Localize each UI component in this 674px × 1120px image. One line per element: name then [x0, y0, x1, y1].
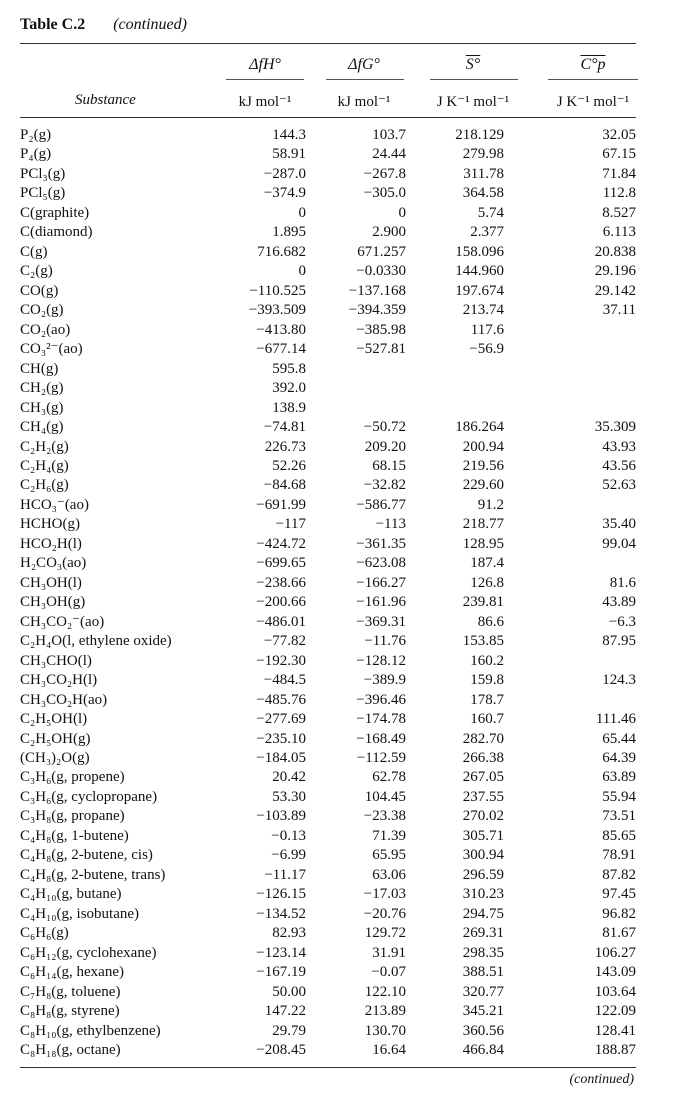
substance-cell: CH₄(g) — [20, 419, 64, 436]
substance-cell: C₂H₂(g) — [20, 438, 69, 455]
table-row — [0, 944, 674, 963]
cp-cell: 111.46 — [595, 711, 636, 728]
substance-cell: CH₃CO₂⁻(ao) — [20, 613, 105, 630]
entropy-cell: 219.56 — [462, 457, 504, 474]
table-row — [0, 476, 674, 495]
header-dfh-unit: kJ mol⁻¹ — [238, 94, 292, 110]
table-row — [0, 593, 674, 612]
dfg-cell: 62.78 — [372, 769, 406, 786]
table-row — [0, 262, 674, 281]
entropy-cell: 117.6 — [470, 321, 504, 338]
dfh-cell: −208.45 — [256, 1042, 306, 1059]
table-row — [0, 184, 674, 203]
dfh-cell: 53.30 — [272, 788, 306, 805]
cp-cell: 8.527 — [602, 204, 636, 221]
table-row — [0, 145, 674, 164]
table-row — [0, 574, 674, 593]
dfh-cell: −126.15 — [256, 886, 306, 903]
entropy-cell: 239.81 — [462, 594, 504, 611]
dfg-cell: 63.06 — [372, 866, 406, 883]
dfh-cell: −167.19 — [256, 964, 306, 981]
dfg-cell: 103.7 — [372, 127, 406, 143]
header-dfg-symbol: ΔfG° — [348, 56, 380, 73]
substance-cell: PCl₃(g) — [20, 165, 66, 182]
dfh-cell: −277.69 — [256, 711, 306, 728]
dfh-cell: 58.91 — [272, 146, 306, 163]
substance-cell: C₂H₅OH(l) — [20, 711, 88, 728]
entropy-cell: 345.21 — [462, 1003, 504, 1020]
entropy-cell: 296.59 — [462, 866, 504, 883]
dfg-cell: −385.98 — [356, 321, 406, 338]
cp-cell: 29.142 — [594, 282, 636, 299]
table-row — [0, 321, 674, 340]
substance-cell: P₄(g) — [20, 146, 52, 163]
substance-cell: HCO₂H(l) — [20, 535, 82, 552]
dfh-cell: 20.42 — [272, 769, 306, 786]
dfh-cell: −0.13 — [271, 827, 306, 844]
dfh-cell: −84.68 — [263, 477, 306, 494]
table-row — [0, 749, 674, 768]
dfh-cell: −117 — [275, 516, 306, 533]
dfg-cell: −137.168 — [348, 282, 406, 299]
entropy-cell: 178.7 — [470, 691, 504, 708]
dfg-cell: 2.900 — [372, 224, 406, 241]
table-caption — [20, 16, 187, 34]
dfg-cell: −361.35 — [356, 535, 406, 552]
entropy-cell: 294.75 — [462, 905, 504, 922]
dfg-cell: −11.76 — [364, 633, 406, 650]
substance-cell: C₄H₈(g, 2-butene, trans) — [20, 866, 166, 883]
dfh-cell: 0 — [298, 204, 306, 221]
dfg-cell: −394.359 — [348, 302, 406, 319]
dfg-cell: −113 — [375, 516, 406, 533]
entropy-cell: 128.95 — [462, 535, 504, 552]
dfh-cell: −424.72 — [256, 535, 306, 552]
cp-cell: 96.82 — [602, 905, 636, 922]
header-substance: Substance — [75, 92, 136, 108]
cp-cell: −6.3 — [608, 613, 636, 630]
substance-cell: C₈H₁₈(g, octane) — [20, 1042, 121, 1059]
table-row — [0, 301, 674, 320]
table-row — [0, 905, 674, 924]
dfg-cell: 16.64 — [372, 1042, 406, 1059]
substance-cell: C₂(g) — [20, 263, 53, 280]
dfh-cell: 595.8 — [272, 360, 306, 377]
table-row — [0, 243, 674, 262]
table-row — [0, 1022, 674, 1041]
substance-cell: C₄H₁₀(g, butane) — [20, 886, 122, 903]
cp-cell: 143.09 — [594, 964, 636, 981]
substance-cell: C₃H₆(g, propene) — [20, 769, 125, 786]
table-row — [0, 730, 674, 749]
dfh-cell: −374.9 — [263, 185, 306, 202]
dfh-cell: −393.509 — [248, 302, 306, 319]
substance-cell: CH₃OH(g) — [20, 594, 86, 611]
cp-cell: 65.44 — [602, 730, 636, 747]
entropy-cell: 218.129 — [455, 127, 504, 143]
cp-cell: 99.04 — [602, 535, 636, 552]
cp-cell: 87.82 — [602, 866, 636, 883]
dfh-cell: −77.82 — [263, 633, 306, 650]
cp-cell: 55.94 — [602, 788, 636, 805]
table-row — [0, 282, 674, 301]
substance-cell: C₂H₆(g) — [20, 477, 69, 494]
header-dfh-line — [226, 79, 304, 80]
cp-cell: 81.6 — [609, 574, 636, 591]
table-row — [0, 1002, 674, 1021]
table-row — [0, 691, 674, 710]
entropy-cell: 237.55 — [462, 788, 504, 805]
dfh-cell: −110.525 — [249, 282, 306, 299]
dfg-cell: 129.72 — [364, 925, 406, 942]
dfg-cell: −586.77 — [356, 496, 406, 513]
dfh-cell: 716.682 — [257, 243, 306, 260]
table-row — [0, 807, 674, 826]
table-row — [0, 418, 674, 437]
entropy-cell: 298.35 — [462, 944, 504, 961]
entropy-cell: 218.77 — [462, 516, 504, 533]
dfg-cell: −20.76 — [363, 905, 406, 922]
dfg-cell: −17.03 — [363, 886, 406, 903]
cp-cell: 64.39 — [602, 750, 636, 766]
entropy-cell: 305.71 — [462, 827, 504, 844]
dfg-cell: −305.0 — [363, 185, 406, 202]
substance-cell: C₇H₈(g, toluene) — [20, 983, 121, 1000]
dfg-cell: −32.82 — [363, 477, 406, 494]
substance-cell: CO(g) — [20, 282, 59, 299]
dfg-cell: 65.95 — [372, 847, 406, 864]
substance-cell: CO₃²⁻(ao) — [20, 341, 83, 358]
table-row — [0, 223, 674, 242]
dfg-cell: −527.81 — [356, 341, 406, 358]
cp-cell: 35.40 — [602, 516, 636, 533]
cp-cell: 97.45 — [602, 886, 636, 903]
dfh-cell: −677.14 — [256, 341, 306, 358]
top-rule — [20, 43, 636, 44]
table-row — [0, 866, 674, 885]
cp-cell: 78.91 — [602, 847, 636, 864]
entropy-cell: 91.2 — [477, 496, 504, 513]
cp-cell: 103.64 — [594, 983, 636, 1000]
entropy-cell: 213.74 — [462, 302, 504, 319]
substance-cell: C₄H₈(g, 2-butene, cis) — [20, 847, 153, 864]
cp-cell: 124.3 — [602, 672, 636, 689]
substance-cell: CH₂(g) — [20, 380, 64, 397]
dfh-cell: −134.52 — [256, 905, 306, 922]
dfh-cell: 147.22 — [264, 1003, 306, 1020]
table-row — [0, 1041, 674, 1060]
entropy-cell: 187.4 — [470, 555, 504, 572]
dfh-cell: 52.26 — [272, 457, 306, 474]
header-cp-line — [548, 79, 638, 80]
table-row — [0, 340, 674, 359]
entropy-cell: 200.94 — [462, 438, 504, 455]
header-dfg-line — [326, 79, 404, 80]
table-row — [0, 963, 674, 982]
entropy-cell: 267.05 — [462, 769, 504, 786]
cp-cell: 128.41 — [594, 1022, 636, 1039]
table-body — [0, 126, 674, 1061]
entropy-cell: 279.98 — [462, 146, 504, 163]
dfg-cell: −174.78 — [356, 711, 406, 728]
substance-cell: C₄H₁₀(g, isobutane) — [20, 905, 140, 922]
dfg-cell: −623.08 — [356, 555, 406, 572]
bottom-rule — [20, 1067, 636, 1068]
cp-cell: 122.09 — [594, 1003, 636, 1020]
substance-cell: CO₂(g) — [20, 302, 64, 319]
entropy-cell: 364.58 — [462, 185, 504, 202]
table-row — [0, 438, 674, 457]
substance-cell: C₆H₁₂(g, cyclohexane) — [20, 944, 157, 961]
dfh-cell: 0 — [298, 263, 306, 280]
dfg-cell: −369.31 — [356, 613, 406, 630]
entropy-cell: 320.77 — [462, 983, 504, 1000]
dfh-cell: 392.0 — [272, 380, 306, 397]
table-row — [0, 204, 674, 223]
dfh-cell: −103.89 — [256, 808, 306, 825]
dfh-cell: 29.79 — [272, 1022, 306, 1039]
dfg-cell: −166.27 — [356, 574, 406, 591]
substance-cell: CH(g) — [20, 360, 59, 377]
dfg-cell: −0.07 — [371, 964, 406, 981]
substance-cell: PCl₅(g) — [20, 185, 66, 202]
cp-cell: 106.27 — [594, 944, 636, 961]
table-row — [0, 671, 674, 690]
substance-cell: C₈H₁₀(g, ethylbenzene) — [20, 1022, 161, 1039]
table-row — [0, 768, 674, 787]
table-row — [0, 613, 674, 632]
dfh-cell: −238.66 — [256, 574, 306, 591]
cp-cell: 85.65 — [602, 827, 636, 844]
cp-cell: 63.89 — [602, 769, 636, 786]
entropy-cell: 5.74 — [477, 204, 504, 221]
dfg-cell: 104.45 — [364, 788, 406, 805]
table-row — [0, 126, 674, 145]
cp-cell: 112.8 — [602, 185, 636, 202]
entropy-cell: 310.23 — [462, 886, 504, 903]
dfh-cell: −699.65 — [256, 555, 306, 572]
cp-cell: 20.838 — [594, 243, 636, 260]
dfh-cell: −11.17 — [264, 866, 306, 883]
entropy-cell: 388.51 — [462, 964, 504, 981]
header-dfh-symbol: ΔfH° — [249, 56, 281, 73]
dfh-cell: −123.14 — [256, 944, 306, 961]
dfg-cell: 209.20 — [364, 438, 406, 455]
dfh-cell: −184.05 — [256, 750, 306, 766]
substance-cell: C₆H₁₄(g, hexane) — [20, 964, 124, 981]
dfg-cell: −389.9 — [363, 672, 406, 689]
dfg-cell: −112.59 — [356, 750, 406, 766]
cp-cell: 43.93 — [602, 438, 636, 455]
dfg-cell: 122.10 — [364, 983, 406, 1000]
substance-cell: C(graphite) — [20, 204, 90, 221]
entropy-cell: 186.264 — [455, 419, 504, 436]
table-row — [0, 788, 674, 807]
cp-cell: 43.89 — [602, 594, 636, 611]
table-row — [0, 846, 674, 865]
dfh-cell: 138.9 — [272, 399, 306, 416]
dfg-cell: −128.12 — [356, 652, 406, 669]
dfg-cell: −168.49 — [356, 730, 406, 747]
header-entropy-symbol: S° — [465, 56, 481, 73]
table-row — [0, 710, 674, 729]
dfg-cell: 24.44 — [372, 146, 406, 163]
table-row — [0, 983, 674, 1002]
entropy-cell: 160.2 — [470, 652, 504, 669]
cp-cell: 67.15 — [602, 146, 636, 163]
dfh-cell: 82.93 — [272, 925, 306, 942]
header-rule — [20, 117, 636, 118]
dfh-cell: −691.99 — [256, 496, 306, 513]
dfg-cell: 31.91 — [372, 944, 406, 961]
dfg-cell: 671.257 — [357, 243, 406, 260]
entropy-cell: 360.56 — [462, 1022, 504, 1039]
substance-cell: CH₃CO₂H(l) — [20, 672, 98, 689]
entropy-cell: 282.70 — [462, 730, 504, 747]
dfg-cell: 68.15 — [372, 457, 406, 474]
cp-cell: 29.196 — [594, 263, 636, 280]
substance-cell: CH₃CHO(l) — [20, 652, 92, 669]
entropy-cell: 2.377 — [470, 224, 504, 241]
dfh-cell: −413.80 — [256, 321, 306, 338]
entropy-cell: 197.674 — [455, 282, 504, 299]
substance-cell: C₈H₈(g, styrene) — [20, 1003, 120, 1020]
dfh-cell: −287.0 — [263, 165, 306, 182]
cp-cell: 35.309 — [594, 419, 636, 436]
dfg-cell: 71.39 — [372, 827, 406, 844]
cp-cell: 32.05 — [602, 127, 636, 143]
table-label: Table C.2 — [20, 16, 86, 33]
entropy-cell: 144.960 — [455, 263, 504, 280]
cp-cell: 87.95 — [602, 633, 636, 650]
table-row — [0, 554, 674, 573]
entropy-cell: 311.78 — [463, 165, 504, 182]
cp-cell: 43.56 — [602, 457, 636, 474]
dfg-cell: −396.46 — [356, 691, 406, 708]
dfh-cell: 1.895 — [272, 224, 306, 241]
substance-cell: HCO₃⁻(ao) — [20, 496, 89, 513]
header-cp-symbol: C°p — [580, 56, 606, 73]
table-row — [0, 885, 674, 904]
header-entropy-unit: J K⁻¹ mol⁻¹ — [436, 94, 510, 110]
entropy-cell: 229.60 — [462, 477, 504, 494]
dfg-cell: 0 — [398, 204, 406, 221]
dfh-cell: −6.99 — [271, 847, 306, 864]
substance-cell: C₂H₄(g) — [20, 457, 69, 474]
entropy-cell: 269.31 — [462, 925, 504, 942]
entropy-cell: 266.38 — [462, 750, 504, 766]
entropy-cell: 153.85 — [462, 633, 504, 650]
entropy-cell: 270.02 — [462, 808, 504, 825]
substance-cell: HCHO(g) — [20, 516, 80, 533]
substance-cell: H₂CO₃(ao) — [20, 555, 87, 572]
entropy-cell: 86.6 — [477, 613, 504, 630]
dfh-cell: 50.00 — [272, 983, 306, 1000]
table-row — [0, 652, 674, 671]
table-row — [0, 457, 674, 476]
substance-cell: P₂(g) — [20, 127, 52, 143]
header-cp-unit: J K⁻¹ mol⁻¹ — [556, 94, 630, 110]
table-row — [0, 496, 674, 515]
substance-cell: CH₃OH(l) — [20, 574, 82, 591]
entropy-cell: 300.94 — [462, 847, 504, 864]
substance-cell: C₂H₄O(l, ethylene oxide) — [20, 633, 172, 650]
dfg-cell: −0.0330 — [356, 263, 406, 280]
dfh-cell: −200.66 — [256, 594, 306, 611]
entropy-cell: 466.84 — [462, 1042, 504, 1059]
substance-cell: C(diamond) — [20, 224, 93, 241]
entropy-cell: 158.096 — [455, 243, 504, 260]
table-row — [0, 515, 674, 534]
footer-continued: (continued) — [569, 1072, 634, 1087]
cp-cell: 6.113 — [602, 224, 636, 241]
dfg-cell: −50.72 — [363, 419, 406, 436]
header-entropy-line — [430, 79, 518, 80]
dfg-cell: −23.38 — [363, 808, 406, 825]
substance-cell: (CH₃)₂O(g) — [20, 750, 90, 766]
substance-cell: CH₃CO₂H(ao) — [20, 691, 108, 708]
substance-cell: C₆H₆(g) — [20, 925, 69, 942]
entropy-cell: −56.9 — [469, 341, 504, 358]
table-row — [0, 379, 674, 398]
substance-cell: CH₃(g) — [20, 399, 64, 416]
entropy-cell: 159.8 — [470, 672, 504, 689]
dfh-cell: −192.30 — [256, 652, 306, 669]
continued-note: (continued) — [113, 16, 187, 33]
dfh-cell: −235.10 — [256, 730, 306, 747]
dfh-cell: 226.73 — [264, 438, 306, 455]
substance-cell: C(g) — [20, 243, 48, 260]
entropy-cell: 126.8 — [470, 574, 504, 591]
header-dfg-unit: kJ mol⁻¹ — [337, 94, 391, 110]
cp-cell: 52.63 — [602, 477, 636, 494]
dfh-cell: −484.5 — [263, 672, 306, 689]
substance-cell: C₃H₆(g, cyclopropane) — [20, 788, 158, 805]
dfg-cell: −267.8 — [363, 165, 406, 182]
substance-cell: C₂H₅OH(g) — [20, 730, 91, 747]
dfg-cell: −161.96 — [356, 594, 406, 611]
dfh-cell: −486.01 — [256, 613, 306, 630]
dfh-cell: 144.3 — [272, 127, 306, 143]
table-row — [0, 632, 674, 651]
dfh-cell: −485.76 — [256, 691, 306, 708]
dfg-cell: 130.70 — [364, 1022, 406, 1039]
table-row — [0, 535, 674, 554]
entropy-cell: 160.7 — [470, 711, 504, 728]
cp-cell: 71.84 — [602, 165, 636, 182]
substance-cell: C₄H₈(g, 1-butene) — [20, 827, 129, 844]
cp-cell: 81.67 — [602, 925, 636, 942]
table-row — [0, 360, 674, 379]
cp-cell: 37.11 — [602, 302, 636, 319]
cp-cell: 188.87 — [594, 1042, 636, 1059]
dfh-cell: −74.81 — [263, 419, 306, 436]
cp-cell: 73.51 — [602, 808, 636, 825]
dfg-cell: 213.89 — [364, 1003, 406, 1020]
table-row — [0, 399, 674, 418]
table-row — [0, 165, 674, 184]
substance-cell: CO₂(ao) — [20, 321, 71, 338]
table-row — [0, 827, 674, 846]
table-row — [0, 924, 674, 943]
substance-cell: C₃H₈(g, propane) — [20, 808, 125, 825]
